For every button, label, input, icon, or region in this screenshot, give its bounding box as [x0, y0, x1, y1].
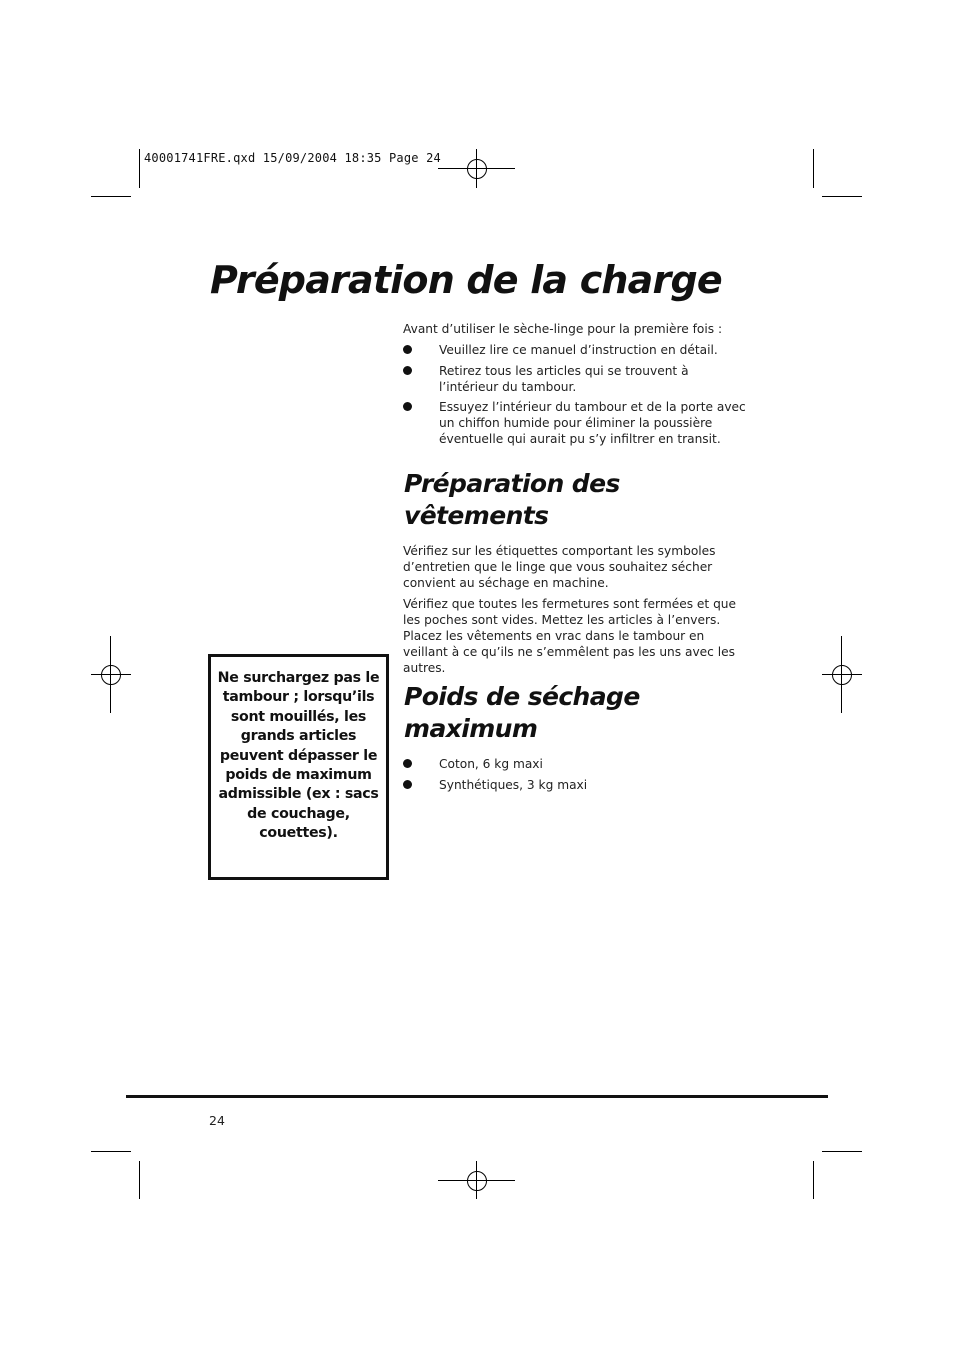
intro-text: Avant d’utiliser le sèche-linge pour la première fois :	[403, 322, 723, 336]
bullet-icon	[403, 780, 412, 789]
bullet-icon	[403, 366, 412, 375]
page-number: 24	[209, 1113, 225, 1128]
bullet-icon	[403, 345, 412, 354]
print-slug: 40001741FRE.qxd 15/09/2004 18:35 Page 24	[144, 151, 441, 165]
warning-box	[208, 654, 389, 880]
bullet-icon	[403, 402, 412, 411]
bullet-icon	[403, 759, 412, 768]
page-title: Préparation de la charge	[210, 258, 722, 302]
section-heading-weight: Poids de séchage maximum	[404, 682, 640, 743]
footer-rule	[126, 1095, 828, 1098]
warning-text: Ne surchargez pas le tambour ; lorsqu’ils sont mouillés, les grands articles peuvent dépasser le poids de maximum admissible (ex : sacs de couchage, couettes).	[217, 670, 380, 842]
clothes-paragraph-1: Vérifiez sur les étiquettes comportant les symboles d’entretien que le linge que vous souhaitez sécher convient au séchage en machine.	[403, 544, 716, 590]
section-heading-clothes: Préparation des vêtements	[404, 469, 620, 530]
clothes-paragraph-2: Vérifiez que toutes les fermetures sont fermées et que les poches sont vides. Mettez les articles à l’envers. Placez les vêtements en vrac dans le tambour en veillant à ce qu’ils ne s’emmêlent pas les uns avec les autres.	[403, 597, 737, 675]
